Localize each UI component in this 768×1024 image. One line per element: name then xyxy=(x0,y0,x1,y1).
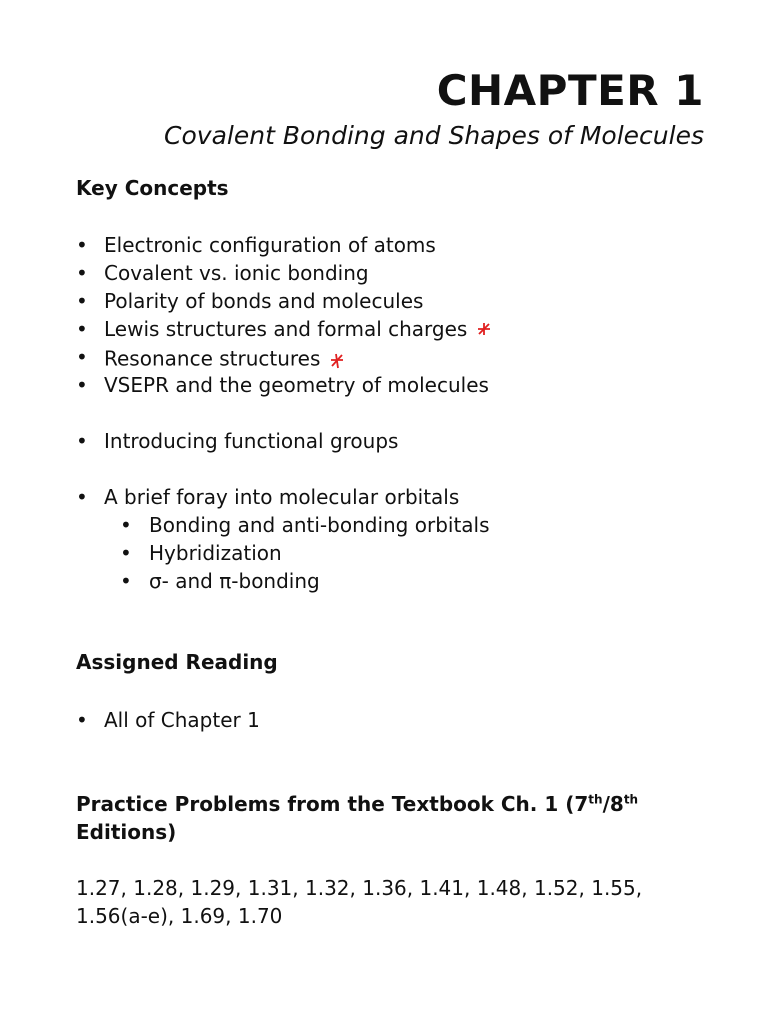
bullet-icon: • xyxy=(120,569,132,593)
list-item-text: Resonance structures xyxy=(104,346,321,371)
bullet-icon: • xyxy=(76,373,88,397)
list-item-text: VSEPR and the geometry of molecules xyxy=(104,373,489,397)
sub-list-item-text: Bonding and anti-bonding orbitals xyxy=(149,513,490,537)
list-item-text: A brief foray into molecular orbitals xyxy=(104,485,460,509)
practice-problems-list: 1.27, 1.28, 1.29, 1.31, 1.32, 1.36, 1.41, 1.48, 1.52, 1.55, 1.56(a-e), 1.69, 1.70 xyxy=(76,876,643,928)
bullet-icon: • xyxy=(120,541,132,565)
list-item-text: Lewis structures and formal charges xyxy=(104,317,468,341)
list-item-text: Introducing functional groups xyxy=(104,429,399,453)
bullet-icon: • xyxy=(76,289,88,313)
list-item-text: Electronic configuration of atoms xyxy=(104,233,436,257)
practice-problems-heading: Practice Problems from the Textbook Ch. 1 (7th/8th Editions) xyxy=(76,792,639,844)
list-item-text: Covalent vs. ionic bonding xyxy=(104,261,369,285)
assigned-reading-heading: Assigned Reading xyxy=(76,650,278,674)
key-concepts-heading: Key Concepts xyxy=(76,176,229,200)
bullet-icon: • xyxy=(76,261,88,285)
bullet-icon: • xyxy=(76,708,88,732)
bullet-icon: • xyxy=(76,317,88,341)
star-mark-icon xyxy=(475,317,493,345)
list-item-text: All of Chapter 1 xyxy=(104,708,260,732)
bullet-icon: • xyxy=(76,429,88,453)
bullet-icon: • xyxy=(120,513,132,537)
sub-list-item-text: σ- and π-bonding xyxy=(149,569,320,593)
chapter-title: CHAPTER 1 xyxy=(436,66,704,115)
bullet-icon: • xyxy=(76,345,88,369)
chapter-subtitle: Covalent Bonding and Shapes of Molecules xyxy=(164,121,704,150)
sub-list-item-text: Hybridization xyxy=(149,541,282,565)
bullet-icon: • xyxy=(76,485,88,509)
bullet-icon: • xyxy=(76,233,88,257)
list-item-text: Polarity of bonds and molecules xyxy=(104,289,424,313)
